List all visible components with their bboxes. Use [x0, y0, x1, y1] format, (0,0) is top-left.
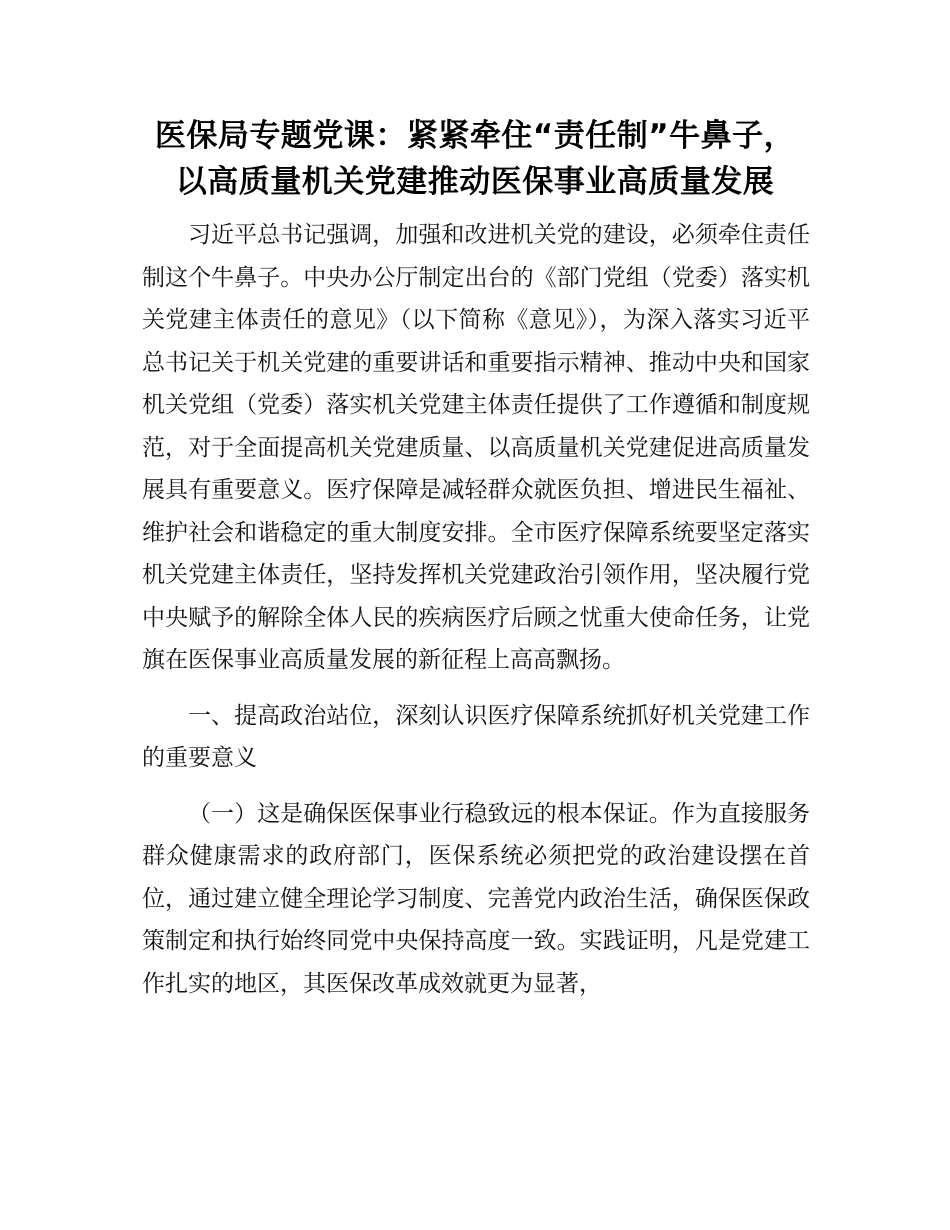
section-heading-1: 一、提高政治站位，深刻认识医疗保障系统抓好机关党建工作的重要意义 [142, 702, 810, 771]
document-title-line-2: 以高质量机关党建推动医保事业高质量发展 [175, 164, 775, 200]
subsection-paragraph-1: （一）这是确保医保事业行稳致远的根本保证。作为直接服务群众健康需求的政府部门，医保系统必须把党的政治建设摆在首位，通过建立健全理论学习制度、完善党内政治生活，确保医保政策制定和执行始终同党中央保持高度一致。实践证明，凡是党建工作扎实的地区，其医保改革成效就更为显著， [142, 800, 810, 997]
document-body [142, 214, 810, 1005]
intro-paragraph: 习近平总书记强调，加强和改进机关党的建设，必须牵住责任制这个牛鼻子。中央办公厅制定出台的《部门党组（党委）落实机关党建主体责任的意见》（以下简称《意见》），为深入落实习近平总书记关于机关党建的重要讲话和重要指示精神、推动中央和国家机关党组（党委）落实机关党建主体责任提供了工作遵循和制度规范，对于全面提高机关党建质量、以高质量机关党建促进高质量发展具有重要意义。医疗保障是减轻群众就医负担、增进民生福祉、维护社会和谐稳定的重大制度安排。全市医疗保障系统要坚定落实机关党建主体责任，坚持发挥机关党建政治引领作用，坚决履行党中央赋予的解除全体人民的疾病医疗后顾之忧重大使命任务，让党旗在医保事业高质量发展的新征程上高高飘扬。 [142, 222, 810, 673]
document-title-line-1: 医保局专题党课：紧紧牵住“责任制”牛鼻子， [154, 118, 796, 154]
